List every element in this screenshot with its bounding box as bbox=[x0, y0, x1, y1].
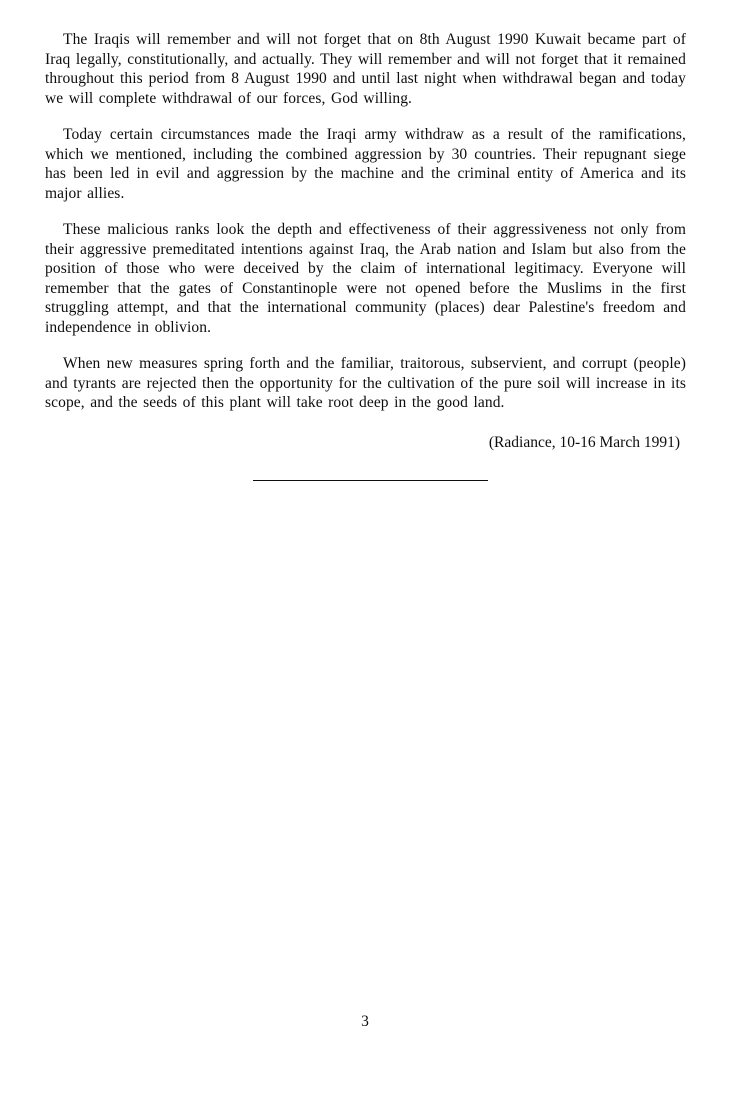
document-content bbox=[45, 30, 686, 489]
citation: (Radiance, 10-16 March 1991) bbox=[488, 433, 680, 451]
divider bbox=[253, 480, 488, 481]
paragraph: These malicious ranks look the depth and effectiveness of their aggressiveness not only from their aggressive premeditated intentions against Iraq, the Arab nation and Islam but also from the position of those who were deceived by the claim of international legitimacy. Everyone will remember that the gates of Constantinople were not opened before the Muslims in the first struggling attempt, and that the international community (places) dear Palestine's freedom and independence in oblivion. bbox=[45, 221, 686, 336]
paragraph: Today certain circumstances made the Iraqi army withdraw as a result of the ramifications, which we mentioned, including the combined aggression by 30 countries. Their repugnant siege has been led in evil and aggression by the machine and the criminal entity of America and its major allies. bbox=[45, 126, 686, 202]
paragraph: When new measures spring forth and the familiar, traitorous, subservient, and corrupt (people) and tyrants are rejected then the opportunity for the cultivation of the pure soil will increase in its scope, and the seeds of this plant will take root deep in the good land. bbox=[45, 355, 686, 411]
paragraph: The Iraqis will remember and will not forget that on 8th August 1990 Kuwait became part of Iraq legally, constitutionally, and actually. They will remember and will not forget that it remained throughout this period from 8 August 1990 and until last night when withdrawal began and today we will complete withdrawal of our forces, God willing. bbox=[45, 31, 686, 107]
page-number: 3 bbox=[361, 1013, 369, 1030]
